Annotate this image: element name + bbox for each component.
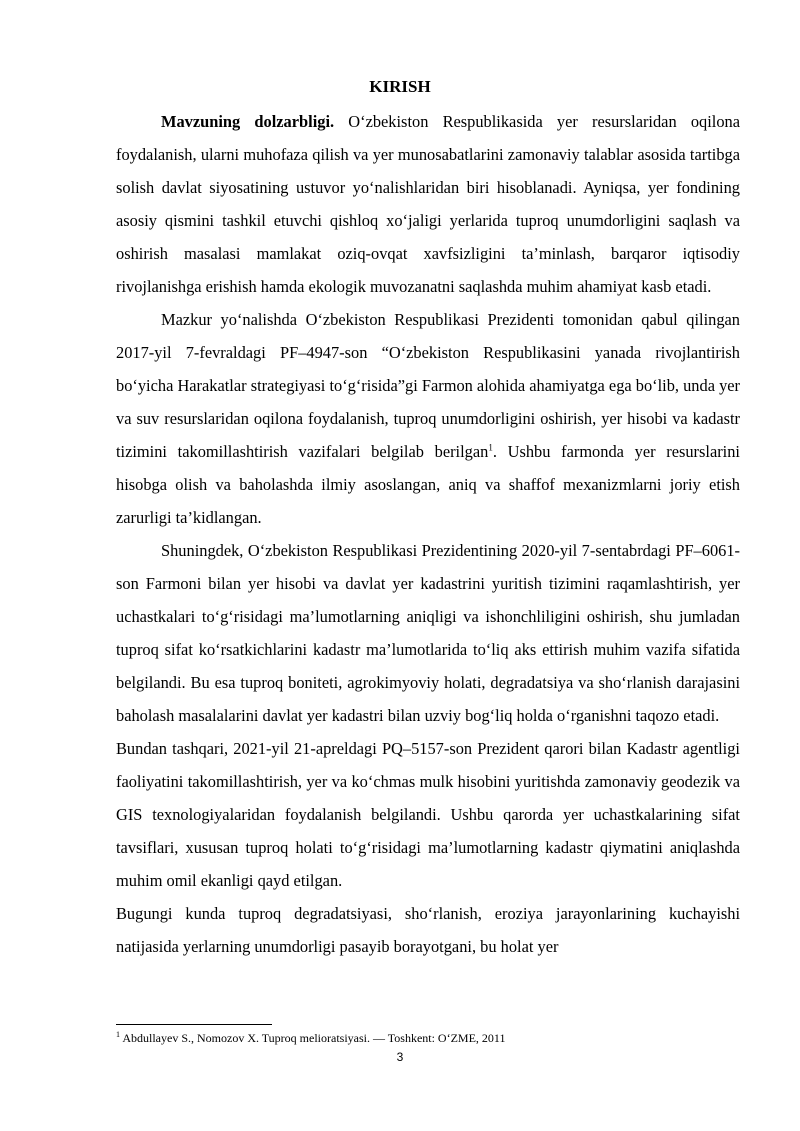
page-title: KIRISH bbox=[369, 77, 431, 96]
paragraph-resolution-2021: Bundan tashqari, 2021-yil 21-apreldagi PQ–5157-son Prezident qarori bilan Kadastr agentligi faoliyatini takomillashtirish, yer va ko‘chmas mulk hisobini yuritishda zamonaviy geodezik va GIS texnologiyalaridan foydalanish belgilandi. Ushbu qarorda yer uchastkalarining sifat tavsiflari, xususan tuproq holati to‘g‘risidagi ma’lumotlarning kadastr qiymatini aniqlashda muhim omil ekanligi qayd etilgan. bbox=[116, 739, 740, 890]
paragraph-decree-2017 bbox=[116, 303, 740, 534]
footnote-marker: 1 bbox=[116, 1030, 120, 1039]
footnote-text: Abdullayev S., Nomozov X. Tuproq melioratsiyasi. — Toshkent: O‘ZME, 2011 bbox=[120, 1031, 506, 1045]
body-text bbox=[116, 105, 740, 963]
footnote-reference: 1 bbox=[488, 442, 493, 453]
relevance-heading: Mavzuning dolzarbligi. bbox=[161, 112, 335, 131]
paragraph-decree-2017-text-a: Mazkur yo‘nalishda O‘zbekiston Respublikasi Prezidenti tomonidan qabul qilingan 2017-yil 7-fevraldagi PF–4947-son “O‘zbekiston Respublikasini yanada rivojlantirish bo‘yicha Harakatlar strategiyasi to‘g‘risida”gi Farmon alohida ahamiyatga ega bo‘lib, unda yer va suv resurslaridan oqilona foydalanish, tuproq unumdorligini oshirish, yer hisobi va kadastr tizimini takomillashtirish vazifalari belgilab berilgan bbox=[116, 310, 740, 461]
paragraph-decree-2020: Shuningdek, O‘zbekiston Respublikasi Prezidentining 2020-yil 7-sentabrdagi PF–6061-son Farmoni bilan yer hisobi va davlat yer kadastrini yuritish tizimini raqamlashtirish, yer uchastkalari to‘g‘risidagi ma’lumotlarning aniqligi va ishonchliligini oshirish, shu jumladan tuproq sifat ko‘rsatkichlarini kadastr ma’lumotlarida to‘liq aks ettirish muhim vazifa sifatida belgilandi. Bu esa tuproq boniteti, agrokimyoviy holati, degradatsiya va sho‘rlanish darajasini baholash masalalarini davlat yer kadastri bilan uzviy bog‘liq holda o‘rganishni taqozo etadi. bbox=[116, 541, 740, 725]
footnote-separator bbox=[116, 1024, 272, 1025]
paragraph-current-situation: Bugungi kunda tuproq degradatsiyasi, sho‘rlanish, eroziya jarayonlarining kuchayishi natijasida yerlarning unumdorligi pasayib borayotgani, bu holat yer bbox=[116, 904, 740, 956]
paragraph-relevance bbox=[116, 105, 740, 303]
footnote bbox=[116, 1030, 740, 1046]
page-number: 3 bbox=[396, 1050, 404, 1064]
paragraph-decree-2017-text-b: . Ushbu farmonda yer resurslarini hisobga olish va baholashda ilmiy asoslangan, aniq va shaffof mexanizmlarni joriy etish zarurligi ta’kidlangan. bbox=[116, 442, 740, 527]
paragraph-relevance-text: O‘zbekiston Respublikasida yer resurslaridan oqilona foydalanish, ularni muhofaza qilish va yer munosabatlarini zamonaviy talablar asosida tartibga solish davlat siyosatining ustuvor yo‘nalishlaridan biri hisoblanadi. Ayniqsa, yer fondining asosiy qismini tashkil etuvchi qishloq xo‘jaligi yerlarida tuproq unumdorligini saqlash va oshirish masalasi mamlakat oziq-ovqat xavfsizligini ta’minlash, barqaror iqtisodiy rivojlanishga erishish hamda ekologik muvozanatni saqlashda muhim ahamiyat kasb etadi. bbox=[116, 112, 740, 296]
